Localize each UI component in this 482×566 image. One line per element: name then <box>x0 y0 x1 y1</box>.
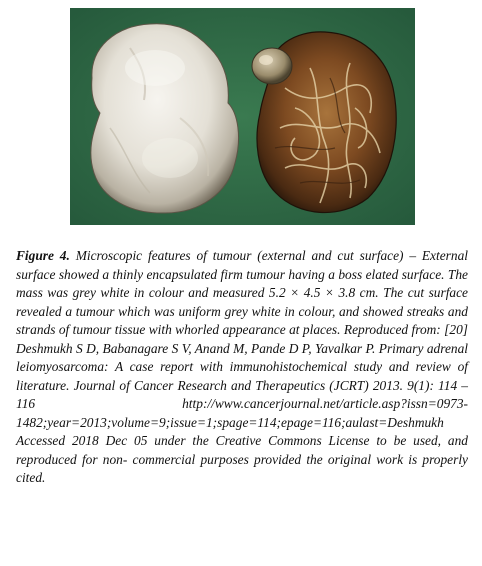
figure-caption <box>16 247 468 488</box>
tumour-specimen-illustration <box>70 8 415 225</box>
figure-photograph <box>70 8 415 225</box>
figure-caption-text: Microscopic features of tumour (external and cut surface) – External surface showed a thinly encapsulated firm tumour having a boss elated surface. The mass was grey white in colour and measured 5.2 × 4.5 × 3.8 cm. The cut surface revealed a tumour which was uniform grey white in colour, and showed streaks and strands of tumour tissue with whorled appearance at places. Reproduced from: [20] Deshmukh S D, Babanagare S V, Anand M, Pande D P, Yavalkar P. Primary adrenal leiomyosarcoma: A case report with immunohistochemical study and review of literature. Journal of Cancer Research and Therapeutics (JCRT) 2013. 9(1): 114 – 116 http://www.cancerjournal.net/article.asp?issn=0973-1482;year=2013;volume=9;issue=1;spage=114;epage=116;aulast=Deshmukh Accessed 2018 Dec 05 under the Creative Commons License to be used, and reproduced for non- commercial purposes provided the original work is properly cited. <box>16 248 468 485</box>
figure-label: Figure 4. <box>16 248 70 263</box>
cut-surface-specimen <box>252 32 396 213</box>
